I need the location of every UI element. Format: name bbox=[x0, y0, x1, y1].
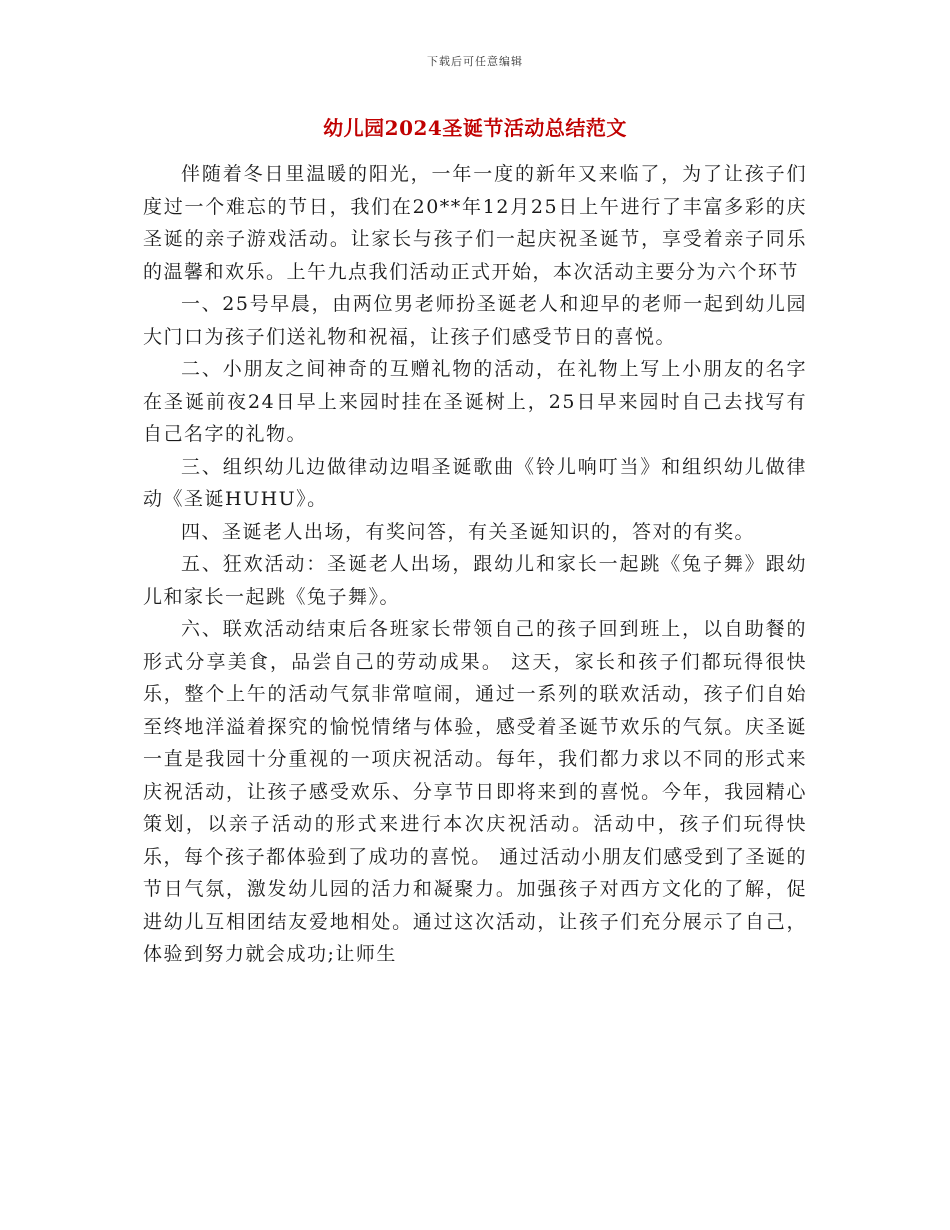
paragraph-step-6: 六、联欢活动结束后各班家长带领自己的孩子回到班上，以自助餐的形式分享美食，品尝自己的劳动成果。 这天，家长和孩子们都玩得很快乐，整个上午的活动气氛非常喧闹，通过一系列的联欢活动，孩子们自始至终地洋溢着探究的愉悦情绪与体验，感受着圣诞节欢乐的气氛。庆圣诞一直是我园十分重视的一项庆祝活动。每年，我们都力求以不同的形式来庆祝活动，让孩子感受欢乐、分享节日即将来到的喜悦。今年，我园精心策划，以亲子活动的形式来进行本次庆祝活动。活动中，孩子们玩得快乐，每个孩子都体验到了成功的喜悦。 通过活动小朋友们感受到了圣诞的节日气氛，激发幼儿园的活力和凝聚力。加强孩子对西方文化的了解，促进幼儿互相团结友爱地相处。通过这次活动，让孩子们充分展示了自己，体验到努力就会成功;让师生 bbox=[143, 618, 807, 965]
document-body bbox=[143, 158, 807, 971]
header-note: 下载后可任意编辑 bbox=[427, 55, 523, 68]
paragraph-step-1: 一、25号早晨，由两位男老师扮圣诞老人和迎早的老师一起到幼儿园大门口为孩子们送礼物和祝福，让孩子们感受节日的喜悦。 bbox=[143, 293, 807, 348]
paragraph-step-2: 二、小朋友之间神奇的互赠礼物的活动，在礼物上写上小朋友的名字在圣诞前夜24日早上来园时挂在圣诞树上，25日早来园时自己去找写有自己名字的礼物。 bbox=[143, 358, 807, 445]
paragraph-intro: 伴随着冬日里温暖的阳光，一年一度的新年又来临了，为了让孩子们度过一个难忘的节日，我们在20**年12月25日上午进行了丰富多彩的庆圣诞的亲子游戏活动。让家长与孩子们一起庆祝圣诞节，享受着亲子同乐的温馨和欢乐。上午九点我们活动正式开始，本次活动主要分为六个环节 bbox=[143, 163, 807, 283]
paragraph-step-3: 三、组织幼儿边做律动边唱圣诞歌曲《铃儿响叮当》和组织幼儿做律动《圣诞HUHU》。 bbox=[143, 455, 807, 510]
document-title: 幼儿园2024圣诞节活动总结范文 bbox=[323, 116, 627, 140]
paragraph-step-5: 五、狂欢活动：圣诞老人出场，跟幼儿和家长一起跳《兔子舞》跟幼儿和家长一起跳《兔子舞》。 bbox=[143, 553, 807, 608]
paragraph-step-4: 四、圣诞老人出场，有奖问答，有关圣诞知识的，答对的有奖。 bbox=[181, 520, 756, 543]
